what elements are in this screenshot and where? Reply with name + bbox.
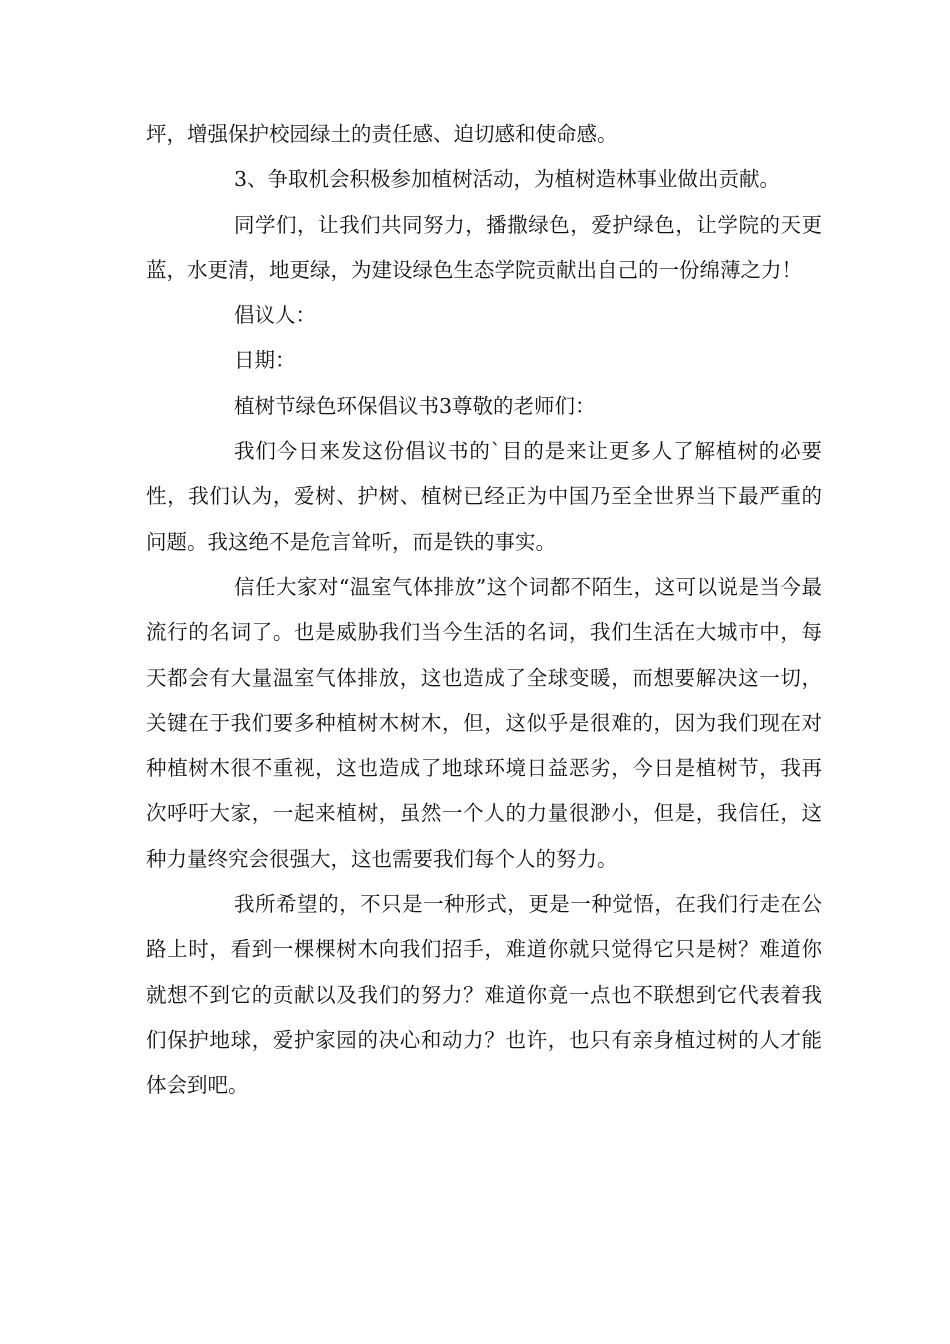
paragraph-appeal: 同学们，让我们共同努力，播撒绿色，爱护绿色，让学院的天更蓝，水更清，地更绿，为建设绿色生态学院贡献出自己的一份绵薄之力！ <box>146 212 822 282</box>
signature-date: 日期： <box>234 348 296 373</box>
paragraph-awareness: 我所希望的，不只是一种形式，更是一种觉悟，在我们行走在公路上时，看到一棵棵树木向我们招手，难道你就只觉得它只是树？难道你就想不到它的贡献以及我们的努力？难道你竟一点也不联想到它代表着我们保护地球，爱护家园的决心和动力？也许，也只有亲身植过树的人才能体会到吧。 <box>146 892 822 1098</box>
paragraph-greenhouse: 信任大家对“温室气体排放”这个词都不陌生，这可以说是当今最流行的名词了。也是威胁我们当今生活的名词，我们生活在大城市中，每天都会有大量温室气体排放，这也造成了全球变暖，而想要解决这一切，关键在于我们要多种植树木树木，但，这似乎是很难的，因为我们现在对种植树木很不重视，这也造成了地球环境日益恶劣，今日是植树节，我再次呼吁大家，一起来植树，虽然一个人的力量很渺小，但是，我信任，这种力量终究会很强大，这也需要我们每个人的努力。 <box>146 574 822 871</box>
section-heading: 植树节绿色环保倡议书3尊敬的老师们： <box>234 393 596 418</box>
signature-proposer: 倡议人： <box>234 303 316 328</box>
paragraph-purpose: 我们今日来发这份倡议书的`目的是来让更多人了解植树的必要性，我们认为，爱树、护树、植树已经正为中国乃至全世界当下最严重的问题。我这绝不是危言耸听，而是铁的事实。 <box>146 439 822 554</box>
paragraph-continuation: 坪，增强保护校园绿土的责任感、迫切感和使命感。 <box>146 122 618 146</box>
paragraph-item-3: 3、争取机会积极参加植树活动，为植树造林事业做出贡献。 <box>234 167 781 192</box>
document-body <box>146 112 822 1109</box>
